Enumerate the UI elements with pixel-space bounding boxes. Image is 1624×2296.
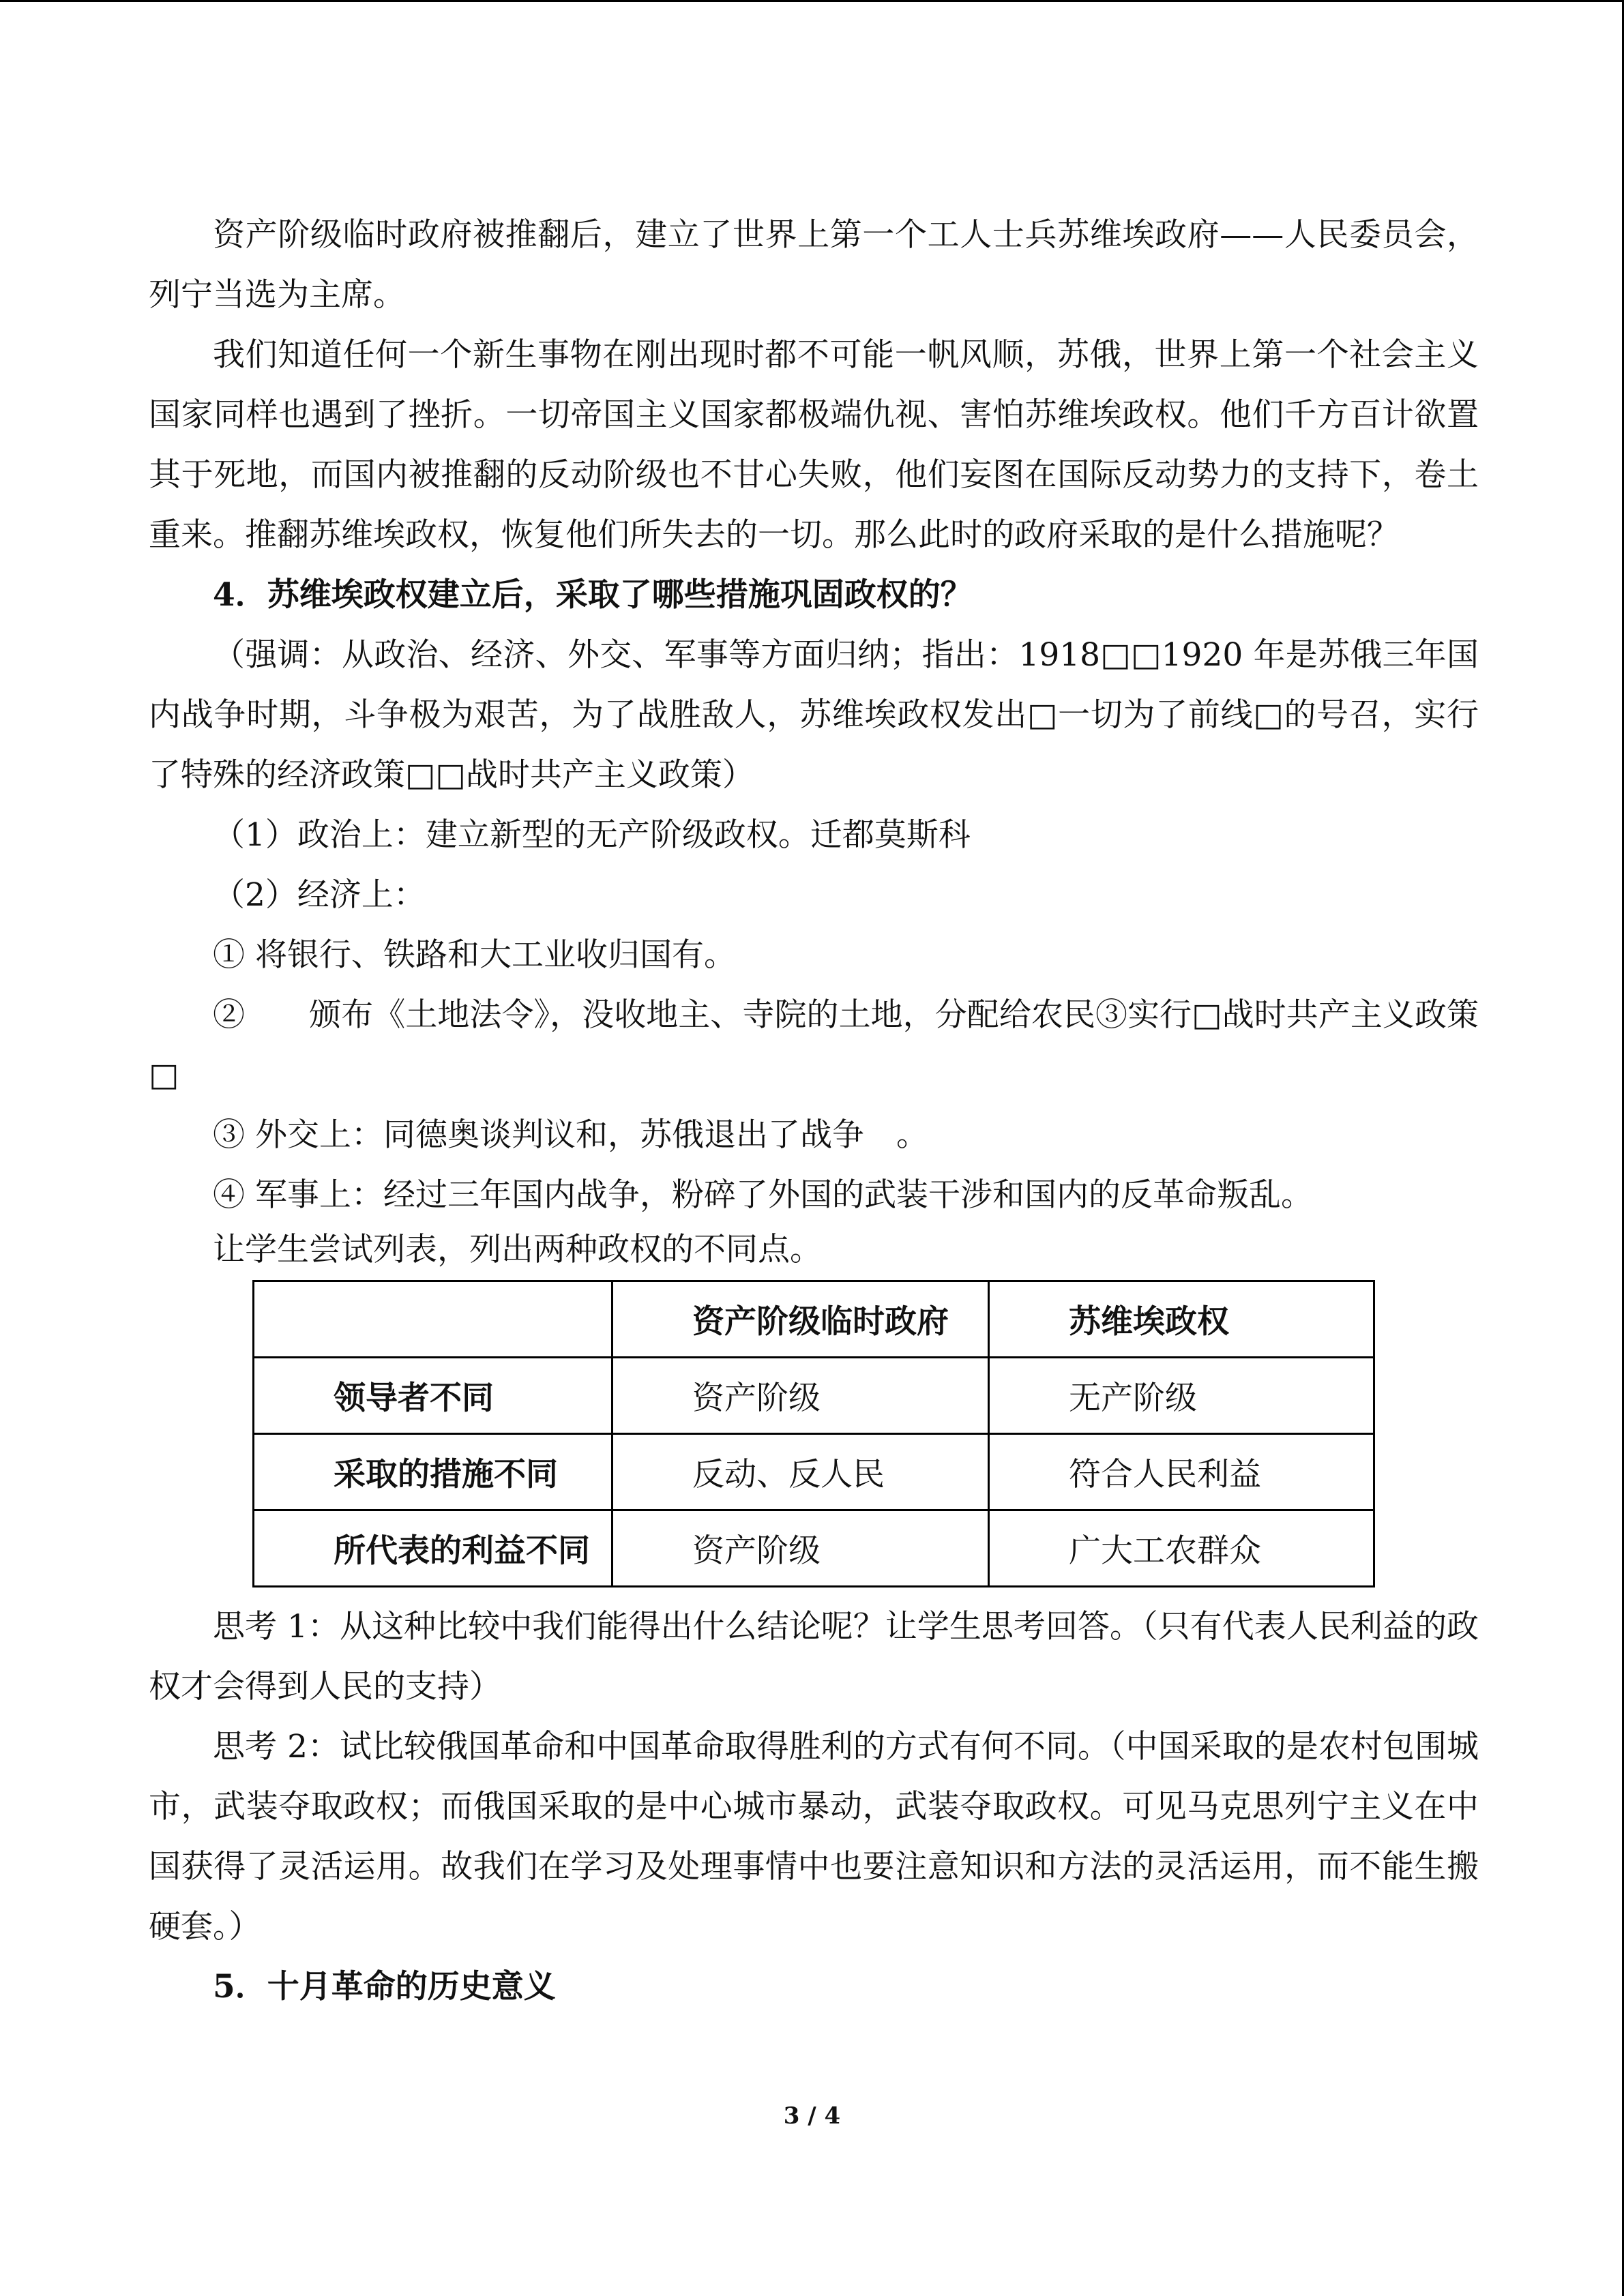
table-header-cell: 苏维埃政权 [989,1281,1374,1358]
table-cell: 无产阶级 [989,1358,1374,1434]
heading-section-5: 5．十月革命的历史意义 [213,1968,556,2006]
table-cell: 广大工农群众 [989,1510,1374,1587]
heading-section-4: 4．苏维埃政权建立后，采取了哪些措施巩固政权的？ [213,576,973,614]
table-cell: 所代表的利益不同 [254,1510,612,1587]
table-cell: 符合人民利益 [989,1434,1374,1510]
table-header-cell [254,1281,612,1358]
subitem-nationalization: ① 将银行、铁路和大工业收归国有。 [213,936,736,974]
table-header-cell: 资产阶级临时政府 [612,1281,989,1358]
page-number: 3 / 4 [783,2102,841,2130]
table-cell: 领导者不同 [254,1358,612,1434]
paragraph-table-intro: 让学生尝试列表，列出两种政权的不同点。 [213,1231,822,1268]
subitem-land-decree: ② 颁布《土地法令》，没收地主、寺院的土地，分配给农民③实行□战时共产主义政策□ [149,996,1479,1094]
subitem-diplomacy: ③ 外交上：同德奥谈判议和，苏俄退出了战争 。 [213,1116,928,1154]
table-cell: 采取的措施不同 [254,1434,612,1510]
page-content [149,205,1479,2017]
table-cell: 资产阶级 [612,1358,989,1434]
item-economic: （2）经济上： [213,876,426,914]
table-row [254,1510,1374,1587]
paragraph-think-2: 思考 2：试比较俄国革命和中国革命取得胜利的方式有何不同。（中国采取的是农村包围城市，武装夺取政权；而俄国采取的是中心城市暴动，武装夺取政权。可见马克思列宁主义在中国获得了灵活运用。故我们在学习及处理事情中也要注意知识和方法的灵活运用，而不能生搬硬套。） [149,1728,1479,1945]
table-cell: 反动、反人民 [612,1434,989,1510]
table-header-row [254,1281,1374,1358]
paragraph-emphasis-note: （强调：从政治、经济、外交、军事等方面归纳；指出：1918□□1920 年是苏俄三年国内战争时期，斗争极为艰苦，为了战胜敌人，苏维埃政权发出□一切为了前线□的号召，实行了特殊的经济政策□□战时共产主义政策） [149,636,1479,794]
paragraph-provisional-government: 资产阶级临时政府被推翻后，建立了世界上第一个工人士兵苏维埃政府——人民委员会，列宁当选为主席。 [149,216,1479,314]
table-row [254,1434,1374,1510]
paragraph-think-1: 思考 1：从这种比较中我们能得出什么结论呢？让学生思考回答。（只有代表人民利益的政权才会得到人民的支持） [149,1608,1479,1705]
comparison-table [252,1280,1375,1587]
subitem-military: ④ 军事上：经过三年国内战争，粉碎了外国的武装干涉和国内的反革命叛乱。 [213,1176,1313,1214]
paragraph-setbacks: 我们知道任何一个新生事物在刚出现时都不可能一帆风顺，苏俄，世界上第一个社会主义国家同样也遇到了挫折。一切帝国主义国家都极端仇视、害怕苏维埃政权。他们千方百计欲置其于死地，而国内被推翻的反动阶级也不甘心失败，他们妄图在国际反动势力的支持下，卷土重来。推翻苏维埃政权，恢复他们所失去的一切。那么此时的政府采取的是什么措施呢？ [149,336,1479,554]
table-cell: 资产阶级 [612,1510,989,1587]
table-row [254,1358,1374,1434]
item-political: （1）政治上：建立新型的无产阶级政权。迁都莫斯科 [213,816,971,854]
